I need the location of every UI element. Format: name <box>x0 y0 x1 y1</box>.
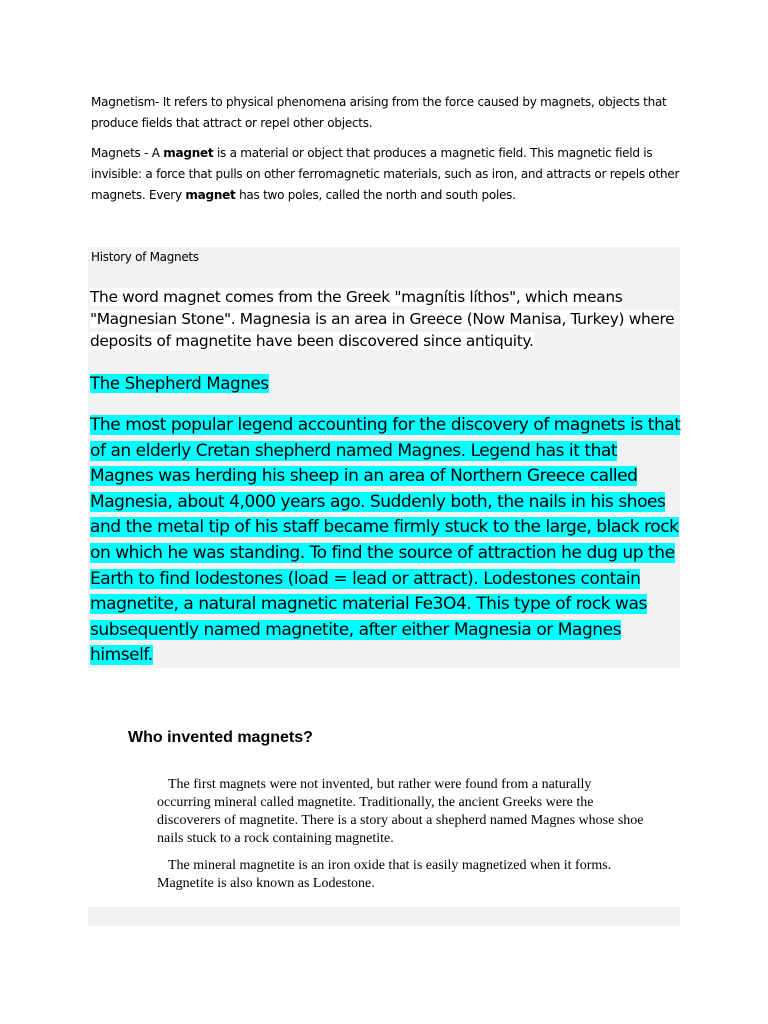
magnet-bold-term-2: magnet <box>185 188 236 202</box>
magnets-definition-suffix: has two poles, called the north and south poles. <box>235 188 516 202</box>
history-heading: History of Magnets <box>91 250 199 264</box>
magnets-definition <box>91 143 691 206</box>
shepherd-magnes-title <box>90 371 269 397</box>
shepherd-magnes-title-text: The Shepherd Magnes <box>90 374 269 393</box>
first-magnets-paragraph: The first magnets were not invented, but rather were found from a naturally occurring mineral called magnetite. Traditionally, the ancient Greeks were the discoverers of magnetite. There is a story about a shepherd named Magnes whose shoe nails stuck to a rock containing magnetite. <box>157 777 644 846</box>
who-invented-heading: Who invented magnets? <box>128 729 313 746</box>
legend-text: The most popular legend accounting for the discovery of magnets is that of an elderly Cretan shepherd named Magnes. Legend has it that Magnes was herding his sheep in an area of Northern Greece called Magnesia, about 4,000 years ago. Suddenly both, the nails in his shoes and the metal tip of his staff became firmly stuck to the large, black rock on which he was standing. To find the source of attraction he dug up the Earth to find lodestones (load = lead or attract). Lodestones contain magnetite, a natural magnetic material Fe3O4. This type of rock was subsequently named magnetite, after either Magnesia or Magnes himself. <box>90 415 681 666</box>
bottom-shaded-bar <box>88 907 680 926</box>
mineral-magnetite-paragraph: The mineral magnetite is an iron oxide that is easily magnetized when it forms. Magnetite is also known as Lodestone. <box>157 858 612 891</box>
magnetism-definition: Magnetism- It refers to physical phenomena arising from the force caused by magnets, objects that produce fields that attract or repel other objects. <box>91 95 667 130</box>
word-origin-text: The word magnet comes from the Greek "magnítis líthos", which means "Magnesian Stone". Magnesia is an area in Greece (Now Manisa, Turkey) where deposits of magnetite have been discovered since antiquity. <box>90 288 675 350</box>
word-origin-paragraph <box>90 286 680 352</box>
magnets-definition-prefix: Magnets - A <box>91 146 164 160</box>
legend-paragraph <box>90 413 685 669</box>
magnet-bold-term: magnet <box>163 146 214 160</box>
magnets-definition-middle: is a material or object that produces a magnetic field. This magnetic field is invisible: a force that pulls on other ferromagnetic materials, such as iron, and attracts or repels other magnets. Every <box>91 146 680 202</box>
